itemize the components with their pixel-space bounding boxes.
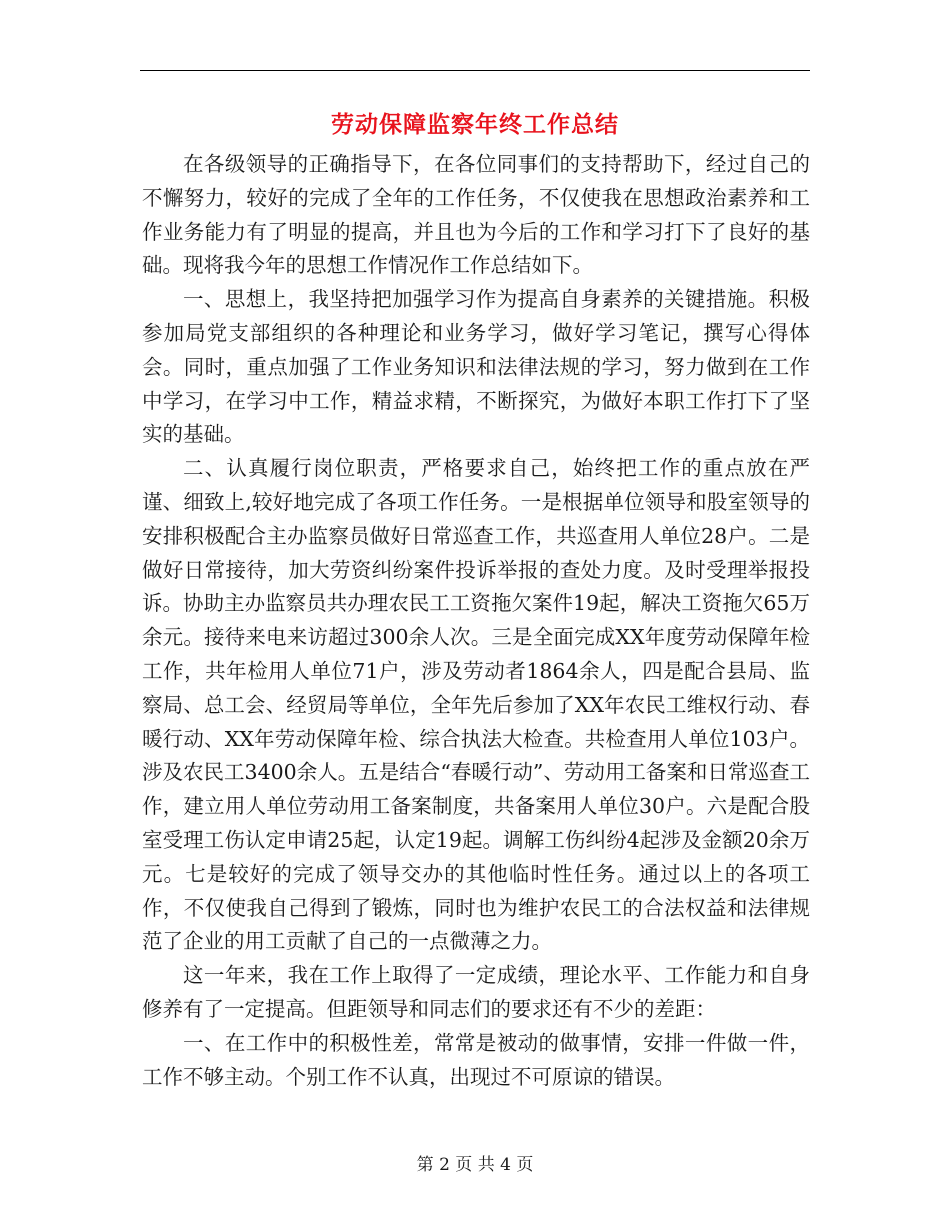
document-body [142, 148, 810, 1094]
page-footer: 第 2 页 共 4 页 [416, 1155, 534, 1175]
header-rule [140, 70, 810, 71]
paragraph-intro: 在各级领导的正确指导下，在各位同事们的支持帮助下，经过自己的不懈努力，较好的完成了全年的工作任务，不仅使我在思想政治素养和工作业务能力有了明显的提高，并且也为今后的工作和学习打下了良好的基础。现将我今年的思想工作情况作工作总结如下。 [142, 152, 810, 278]
document-title: 劳动保障监察年终工作总结 [331, 111, 619, 138]
paragraph-duties: 二、认真履行岗位职责，严格要求自己，始终把工作的重点放在严谨、细致上,较好地完成了各项工作任务。一是根据单位领导和股室领导的安排积极配合主办监察员做好日常巡查工作，共巡查用人单位28户。二是做好日常接待，加大劳资纠纷案件投诉举报的查处力度。及时受理举报投诉。协助主办监察员共办理农民工工资拖欠案件19起，解决工资拖欠65万余元。接待来电来访超过300余人次。三是全面完成XX年度劳动保障年检工作，共年检用人单位71户，涉及劳动者1864余人，四是配合县局、监察局、总工会、经贸局等单位，全年先后参加了XX年农民工维权行动、春暖行动、XX年劳动保障年检、综合执法大检查。共检查用人单位103户。涉及农民工3400余人。五是结合“春暖行动”、劳动用工备案和日常巡查工作，建立用人单位劳动用工备案制度，共备案用人单位30户。六是配合股室受理工伤认定申请25起，认定19起。调解工伤纠纷4起涉及金额20余万元。七是较好的完成了领导交办的其他临时性任务。通过以上的各项工作，不仅使我自己得到了锻炼，同时也为维护农民工的合法权益和法律规范了企业的用工贡献了自己的一点微薄之力。 [142, 456, 810, 954]
paragraph-summary: 这一年来，我在工作上取得了一定成绩，理论水平、工作能力和自身修养有了一定提高。但距领导和同志们的要求还有不少的差距： [142, 963, 810, 1021]
paragraph-shortcoming-1: 一、在工作中的积极性差，常常是被动的做事情，安排一件做一件，工作不够主动。个别工作不认真，出现过不可原谅的错误。 [142, 1030, 810, 1089]
paragraph-ideology: 一、思想上，我坚持把加强学习作为提高自身素养的关键措施。积极参加局党支部组织的各种理论和业务学习，做好学习笔记，撰写心得体会。同时，重点加强了工作业务知识和法律法规的学习，努力做到在工作中学习，在学习中工作，精益求精，不断探究，为做好本职工作打下了坚实的基础。 [142, 287, 810, 447]
